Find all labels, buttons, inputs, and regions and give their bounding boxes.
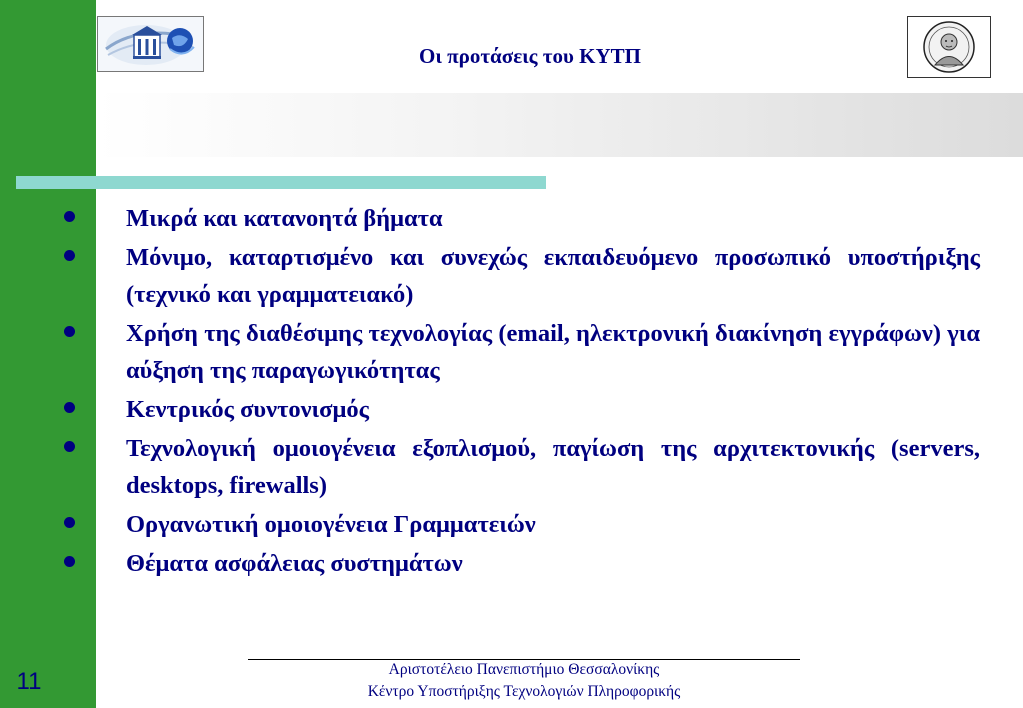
bullet-dot-icon xyxy=(64,441,75,452)
bullet-list xyxy=(60,200,980,584)
bullet-item xyxy=(60,545,980,582)
bullet-item xyxy=(60,430,980,504)
bullet-item xyxy=(60,315,980,389)
bullet-text: Χρήση της διαθέσιμης τεχνολογίας (email, ηλεκτρονική διακίνηση εγγράφων) για αύξηση της παραγωγικότητας xyxy=(126,320,980,384)
bullet-text: Μόνιμο, καταρτισμένο και συνεχώς εκπαιδευόμενο προσωπικό υποστήριξης (τεχνικό και γραμματειακό) xyxy=(126,244,980,308)
bullet-item xyxy=(60,200,980,237)
bullet-dot-icon xyxy=(64,326,75,337)
bullet-dot-icon xyxy=(64,517,75,528)
footer-divider xyxy=(248,659,800,660)
accent-line xyxy=(16,176,546,189)
bullet-dot-icon xyxy=(64,250,75,261)
bullet-text: Τεχνολογική ομοιογένεια εξοπλισμού, παγίωση της αρχιτεκτονικής (servers, desktops, firewalls) xyxy=(126,435,980,499)
kytp-logo-icon xyxy=(98,17,203,71)
bullet-text: Οργανωτική ομοιογένεια Γραμματειών xyxy=(126,511,536,538)
bullet-text: Κεντρικός συντονισμός xyxy=(126,396,369,423)
bullet-text: Μικρά και κατανοητά βήματα xyxy=(126,205,443,232)
page-number: 11 xyxy=(16,668,42,695)
slide-title: Οι προτάσεις του ΚΥΤΠ xyxy=(419,44,641,68)
bullet-dot-icon xyxy=(64,211,75,222)
bullet-item xyxy=(60,239,980,313)
university-seal xyxy=(907,16,991,78)
bullet-text: Θέματα ασφάλειας συστημάτων xyxy=(126,550,463,577)
bullet-item xyxy=(60,391,980,428)
bullet-item xyxy=(60,506,980,543)
kytp-logo xyxy=(97,16,204,72)
footer-university: Αριστοτέλειο Πανεπιστήμιο Θεσσαλονίκης xyxy=(388,661,660,678)
aristotle-seal-icon xyxy=(908,17,990,77)
header-gradient-band xyxy=(96,93,1023,157)
footer-department: Κέντρο Υποστήριξης Τεχνολογιών Πληροφορικής xyxy=(367,683,681,700)
bullet-dot-icon xyxy=(64,402,75,413)
bullet-dot-icon xyxy=(64,556,75,567)
